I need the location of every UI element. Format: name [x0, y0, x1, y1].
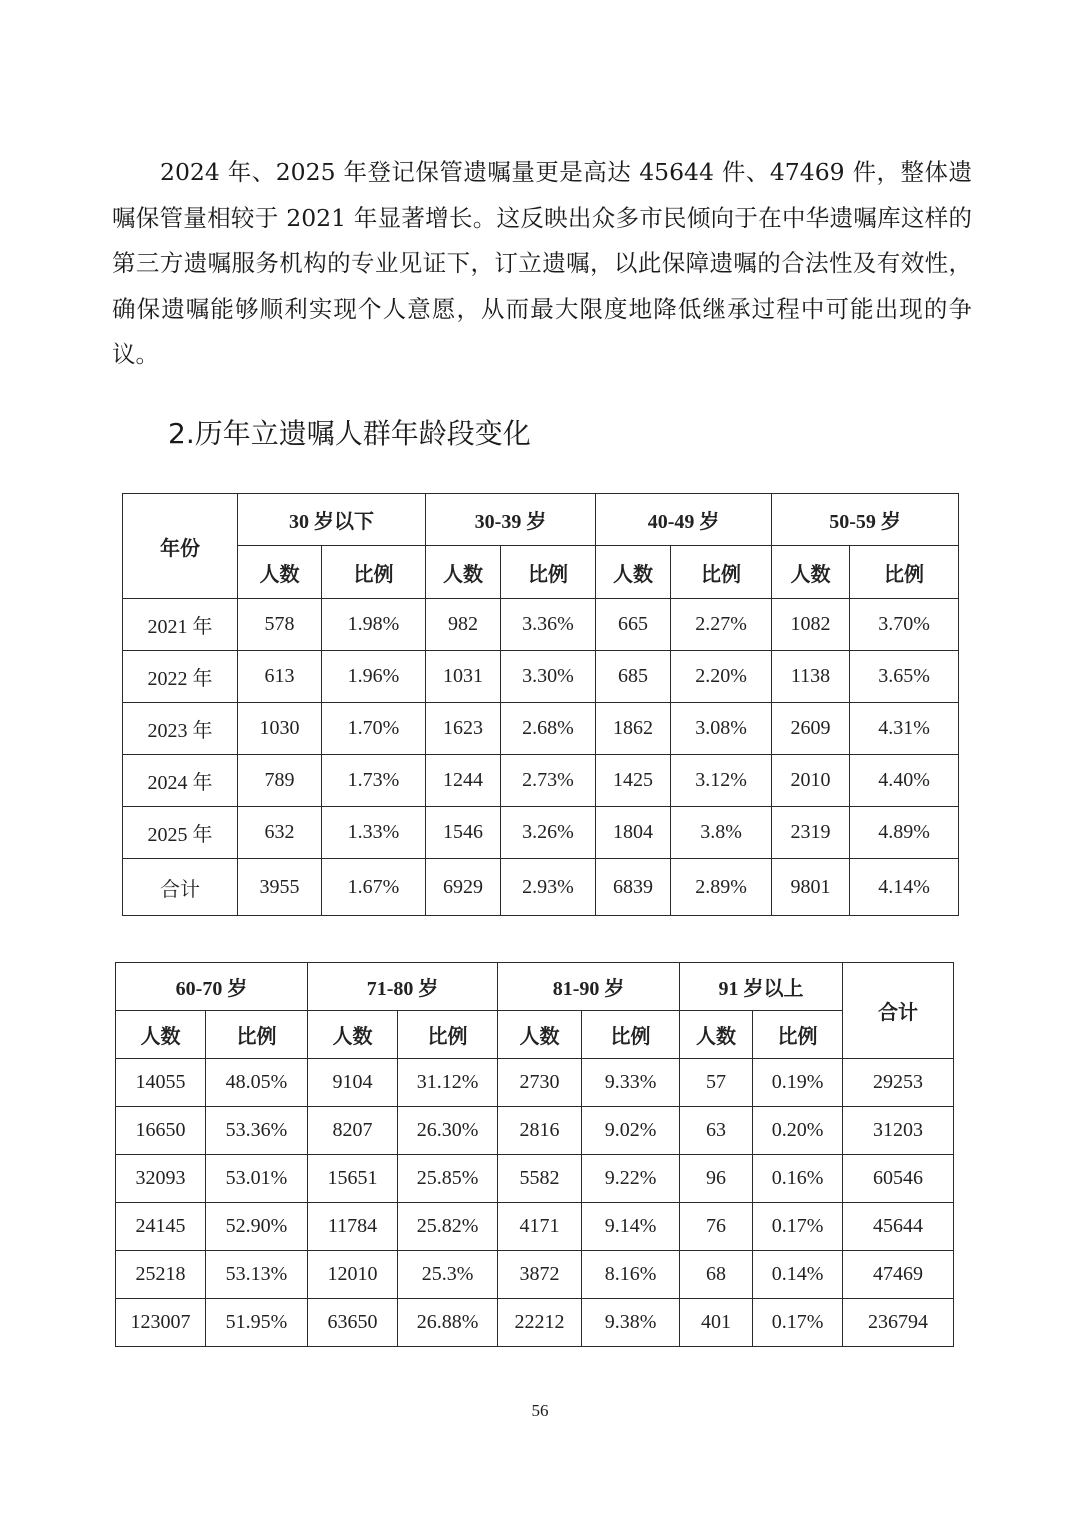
table-row — [123, 755, 959, 807]
table-cell: 1030 — [238, 703, 322, 755]
table-row — [116, 1251, 954, 1299]
table-cell: 0.16% — [753, 1155, 843, 1203]
table-cell: 3955 — [238, 859, 322, 916]
table-cell: 14055 — [116, 1059, 206, 1107]
table-row — [123, 703, 959, 755]
table-cell: 48.05% — [206, 1059, 308, 1107]
group-header: 50-59 岁 — [772, 494, 959, 546]
table-cell: 0.17% — [753, 1299, 843, 1347]
table-cell: 4.40% — [850, 755, 959, 807]
table-cell: 11784 — [308, 1203, 398, 1251]
table-cell: 2816 — [498, 1107, 582, 1155]
table-cell: 52.90% — [206, 1203, 308, 1251]
table-cell: 96 — [680, 1155, 753, 1203]
table-cell: 16650 — [116, 1107, 206, 1155]
table-cell: 2609 — [772, 703, 850, 755]
table-cell: 63650 — [308, 1299, 398, 1347]
table-cell: 2021 年 — [123, 599, 238, 651]
table-cell: 2023 年 — [123, 703, 238, 755]
ratio-header: 比例 — [582, 1011, 680, 1059]
page-number: 56 — [531, 1401, 549, 1420]
table-cell: 9.33% — [582, 1059, 680, 1107]
group-header: 60-70 岁 — [116, 963, 308, 1011]
table-row — [123, 599, 959, 651]
table-cell: 1244 — [426, 755, 501, 807]
count-header: 人数 — [498, 1011, 582, 1059]
table-cell: 53.13% — [206, 1251, 308, 1299]
table-cell: 9104 — [308, 1059, 398, 1107]
table-cell: 632 — [238, 807, 322, 859]
table-cell: 1.98% — [322, 599, 426, 651]
table-cell: 8207 — [308, 1107, 398, 1155]
table-cell: 60546 — [843, 1155, 954, 1203]
table-cell: 3.65% — [850, 651, 959, 703]
table-cell: 2010 — [772, 755, 850, 807]
table-cell: 4.31% — [850, 703, 959, 755]
table-cell: 4171 — [498, 1203, 582, 1251]
table-cell: 1425 — [596, 755, 671, 807]
table-cell: 2.20% — [671, 651, 772, 703]
table-cell: 3.70% — [850, 599, 959, 651]
table-cell: 123007 — [116, 1299, 206, 1347]
table-row — [116, 1299, 954, 1347]
table-cell: 51.95% — [206, 1299, 308, 1347]
table-row — [116, 1107, 954, 1155]
ratio-header: 比例 — [501, 546, 596, 599]
table-cell: 2024 年 — [123, 755, 238, 807]
table-cell: 25.82% — [398, 1203, 498, 1251]
group-header: 40-49 岁 — [596, 494, 772, 546]
table-cell: 2.73% — [501, 755, 596, 807]
table-cell: 22212 — [498, 1299, 582, 1347]
group-header: 81-90 岁 — [498, 963, 680, 1011]
table-cell: 25.85% — [398, 1155, 498, 1203]
table-cell: 2022 年 — [123, 651, 238, 703]
table-cell: 45644 — [843, 1203, 954, 1251]
table-cell: 2.93% — [501, 859, 596, 916]
table-cell: 3.26% — [501, 807, 596, 859]
age-table-60-plus — [115, 962, 954, 1347]
table-cell: 0.14% — [753, 1251, 843, 1299]
table-row — [116, 1059, 954, 1107]
table-cell: 685 — [596, 651, 671, 703]
table-cell: 2319 — [772, 807, 850, 859]
table-cell: 63 — [680, 1107, 753, 1155]
table-cell: 9.38% — [582, 1299, 680, 1347]
count-header: 人数 — [680, 1011, 753, 1059]
total-header: 合计 — [843, 963, 954, 1059]
table-row — [123, 651, 959, 703]
table-cell: 982 — [426, 599, 501, 651]
ratio-header: 比例 — [850, 546, 959, 599]
table-cell: 53.36% — [206, 1107, 308, 1155]
table-row — [123, 807, 959, 859]
table-cell: 9801 — [772, 859, 850, 916]
count-header: 人数 — [308, 1011, 398, 1059]
table-cell: 1.33% — [322, 807, 426, 859]
count-header: 人数 — [238, 546, 322, 599]
table-cell: 合计 — [123, 859, 238, 916]
group-header: 30 岁以下 — [238, 494, 426, 546]
table-cell: 4.14% — [850, 859, 959, 916]
count-header: 人数 — [772, 546, 850, 599]
count-header: 人数 — [116, 1011, 206, 1059]
table-cell: 31.12% — [398, 1059, 498, 1107]
table-cell: 0.19% — [753, 1059, 843, 1107]
table-cell: 0.17% — [753, 1203, 843, 1251]
ratio-header: 比例 — [753, 1011, 843, 1059]
table-cell: 6929 — [426, 859, 501, 916]
table-cell: 25218 — [116, 1251, 206, 1299]
table-cell: 57 — [680, 1059, 753, 1107]
table-cell: 665 — [596, 599, 671, 651]
table-cell: 9.22% — [582, 1155, 680, 1203]
ratio-header: 比例 — [398, 1011, 498, 1059]
table-cell: 29253 — [843, 1059, 954, 1107]
table-cell: 25.3% — [398, 1251, 498, 1299]
table-cell: 3.8% — [671, 807, 772, 859]
table-cell: 2025 年 — [123, 807, 238, 859]
table-cell: 3.36% — [501, 599, 596, 651]
table-cell: 1862 — [596, 703, 671, 755]
group-header: 91 岁以上 — [680, 963, 843, 1011]
table-cell: 236794 — [843, 1299, 954, 1347]
table-cell: 3.30% — [501, 651, 596, 703]
table-cell: 2.89% — [671, 859, 772, 916]
table-cell: 24145 — [116, 1203, 206, 1251]
ratio-header: 比例 — [322, 546, 426, 599]
table-cell: 5582 — [498, 1155, 582, 1203]
table-cell: 9.02% — [582, 1107, 680, 1155]
table-cell: 53.01% — [206, 1155, 308, 1203]
table-cell: 12010 — [308, 1251, 398, 1299]
age-table-under-60 — [122, 493, 959, 916]
table-cell: 31203 — [843, 1107, 954, 1155]
table-cell: 2730 — [498, 1059, 582, 1107]
table-cell: 3872 — [498, 1251, 582, 1299]
table-cell: 1546 — [426, 807, 501, 859]
year-header: 年份 — [123, 494, 238, 599]
table-cell: 789 — [238, 755, 322, 807]
table-cell: 47469 — [843, 1251, 954, 1299]
table-cell: 26.30% — [398, 1107, 498, 1155]
table-cell: 1.70% — [322, 703, 426, 755]
table-cell: 613 — [238, 651, 322, 703]
table-cell: 1623 — [426, 703, 501, 755]
group-header: 30-39 岁 — [426, 494, 596, 546]
table-cell: 3.08% — [671, 703, 772, 755]
table-cell: 68 — [680, 1251, 753, 1299]
table-cell: 401 — [680, 1299, 753, 1347]
ratio-header: 比例 — [671, 546, 772, 599]
ratio-header: 比例 — [206, 1011, 308, 1059]
table-cell: 26.88% — [398, 1299, 498, 1347]
table-cell: 0.20% — [753, 1107, 843, 1155]
count-header: 人数 — [426, 546, 501, 599]
table-cell: 15651 — [308, 1155, 398, 1203]
table-cell: 6839 — [596, 859, 671, 916]
table-cell: 76 — [680, 1203, 753, 1251]
table-cell: 2.68% — [501, 703, 596, 755]
table-cell: 8.16% — [582, 1251, 680, 1299]
table-cell: 1.96% — [322, 651, 426, 703]
table-cell: 1804 — [596, 807, 671, 859]
table-cell: 1.67% — [322, 859, 426, 916]
table-cell: 32093 — [116, 1155, 206, 1203]
table-cell: 9.14% — [582, 1203, 680, 1251]
group-header: 71-80 岁 — [308, 963, 498, 1011]
table-cell: 3.12% — [671, 755, 772, 807]
table-cell: 578 — [238, 599, 322, 651]
body-paragraph: 2024 年、2025 年登记保管遗嘱量更是高达 45644 件、47469 件，整体遗嘱保管量相较于 2021 年显著增长。这反映出众多市民倾向于在中华遗嘱库这样的第三方遗嘱服务机构的专业见证下，订立遗嘱，以此保障遗嘱的合法性及有效性，确保遗嘱能够顺利实现个人意愿，从而最大限度地降低继承过程中可能出现的争议。 — [112, 158, 972, 368]
table-cell: 2.27% — [671, 599, 772, 651]
table-cell: 1138 — [772, 651, 850, 703]
table-row — [116, 1155, 954, 1203]
table-row — [123, 859, 959, 916]
table-cell: 1082 — [772, 599, 850, 651]
table-cell: 1031 — [426, 651, 501, 703]
section-heading: 2.历年立遗嘱人群年龄段变化 — [168, 417, 531, 450]
table-cell: 1.73% — [322, 755, 426, 807]
table-row — [116, 1203, 954, 1251]
table-cell: 4.89% — [850, 807, 959, 859]
count-header: 人数 — [596, 546, 671, 599]
